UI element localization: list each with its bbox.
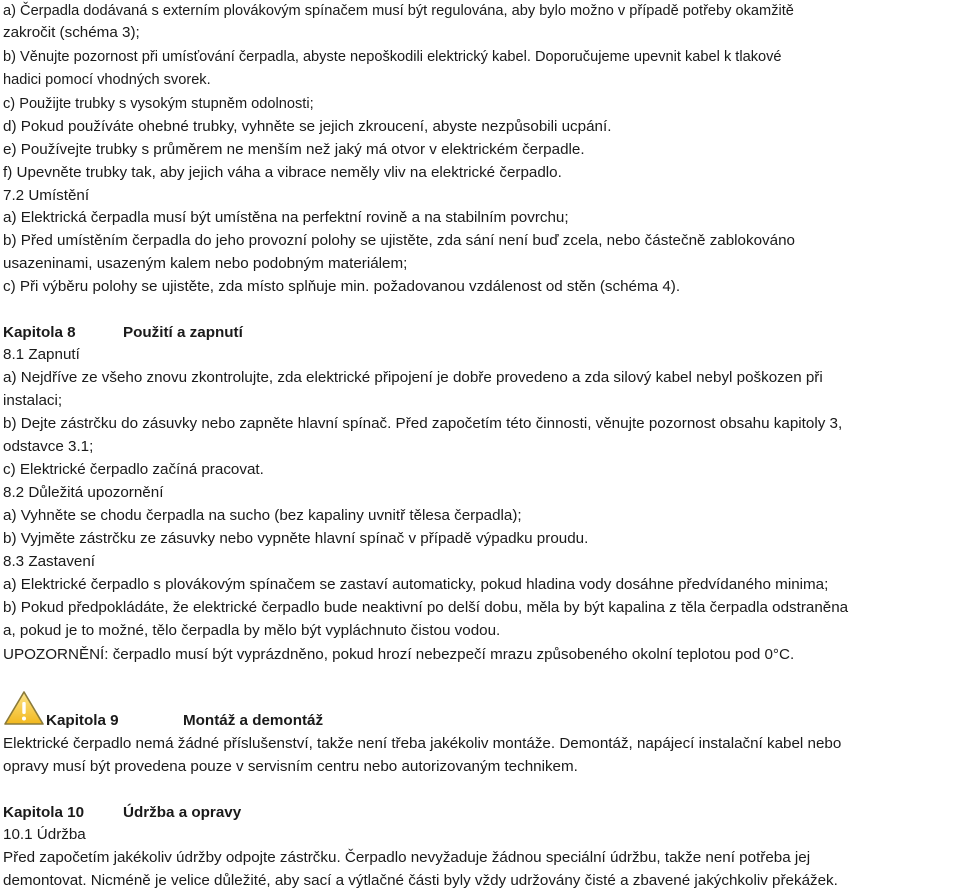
chapter-number: Kapitola 10 bbox=[3, 804, 85, 821]
text-line: c) Elektrické čerpadlo začíná pracovat. bbox=[3, 461, 264, 478]
text-line: b) Před umístěním čerpadla do jeho provozní polohy se ujistěte, zda sání není buď zcela, nebo částečně zablokováno bbox=[3, 232, 795, 249]
section-subheading: 10.1 Údržba bbox=[3, 826, 86, 843]
chapter-heading-10 bbox=[3, 802, 242, 824]
chapter-number: Kapitola 9 bbox=[46, 712, 119, 729]
text-line: Před započetím jakékoliv údržby odpojte zástrčku. Čerpadlo nevyžaduje žádnou speciální údržbu, takže není potřeba jej bbox=[3, 849, 811, 866]
section-subheading: 7.2 Umístění bbox=[3, 187, 90, 204]
text-line: c) Při výběru polohy se ujistěte, zda místo splňuje min. požadovanou vzdálenost od stěn (schéma 4). bbox=[3, 278, 681, 295]
text-line: b) Pokud předpokládáte, že elektrické čerpadlo bude neaktivní po delší dobu, měla by být kapalina z těla čerpadla odstraněna bbox=[3, 599, 849, 616]
text-line: Elektrické čerpadlo nemá žádné příslušenství, takže není třeba jakékoliv montáže. Demontáž, napájecí instalační kabel nebo bbox=[3, 735, 842, 752]
text-line: a) Nejdříve ze všeho znovu zkontrolujte, zda elektrické připojení je dobře provedeno a zda silový kabel nebyl poškozen při bbox=[3, 369, 823, 386]
chapter-heading-8 bbox=[3, 322, 243, 344]
warning-text: UPOZORNĚNÍ: čerpadlo musí být vyprázdněno, pokud hrozí nebezpečí mrazu způsobeného okolní teplotou pod 0°C. bbox=[3, 646, 795, 663]
text-line: demontovat. Nicméně je velice důležité, aby sací a výtlačné části byly vždy udržovány čisté a zbavené jakýchkoliv překážek. bbox=[3, 872, 838, 889]
text-line: a) Vyhněte se chodu čerpadla na sucho (bez kapaliny uvnitř tělesa čerpadla); bbox=[3, 507, 522, 524]
section-subheading: 8.3 Zastavení bbox=[3, 553, 96, 570]
text-line: a) Elektrické čerpadlo s plovákovým spínačem se zastaví automaticky, pokud hladina vody dosáhne předvídaného minima; bbox=[3, 576, 829, 593]
text-line: f) Upevněte trubky tak, aby jejich váha a vibrace neměly vliv na elektrické čerpadlo. bbox=[3, 164, 562, 181]
chapter-number: Kapitola 8 bbox=[3, 324, 76, 341]
text-line: usazeninami, usazeným kalem nebo podobným materiálem; bbox=[3, 255, 408, 272]
chapter-title: Údržba a opravy bbox=[123, 804, 242, 821]
section-subheading: 8.1 Zapnutí bbox=[3, 346, 80, 363]
warning-triangle-icon bbox=[3, 690, 45, 726]
text-line: odstavce 3.1; bbox=[3, 438, 94, 455]
text-line: a, pokud je to možné, tělo čerpadla by mělo být vypláchnuto čistou vodou. bbox=[3, 622, 501, 639]
text-line: a) Elektrická čerpadla musí být umístěna na perfektní rovině a na stabilním povrchu; bbox=[3, 209, 569, 226]
text-line: b) Věnujte pozornost při umísťování čerpadla, abyste nepoškodili elektrický kabel. Doporučujeme upevnit kabel k tlakové bbox=[3, 49, 782, 65]
chapter-title: Použití a zapnutí bbox=[123, 324, 243, 341]
text-line: b) Vyjměte zástrčku ze zásuvky nebo vypněte hlavní spínač v případě výpadku proudu. bbox=[3, 530, 589, 547]
text-line: instalaci; bbox=[3, 392, 63, 409]
text-line: a) Čerpadla dodávaná s externím plovákovým spínačem musí být regulována, aby bylo možno v případě potřeby okamžitě bbox=[3, 3, 794, 19]
chapter-heading-9 bbox=[46, 710, 324, 732]
text-line: c) Použijte trubky s vysokým stupněm odolnosti; bbox=[3, 96, 314, 112]
text-line: zakročit (schéma 3); bbox=[3, 24, 140, 41]
text-line: e) Používejte trubky s průměrem ne menším než jaký má otvor v elektrickém čerpadle. bbox=[3, 141, 585, 158]
text-line: b) Dejte zástrčku do zásuvky nebo zapněte hlavní spínač. Před započetím této činnosti, věnujte pozornost obsahu kapitoly 3, bbox=[3, 415, 843, 432]
text-line: hadici pomocí vhodných svorek. bbox=[3, 72, 211, 88]
section-subheading: 8.2 Důležitá upozornění bbox=[3, 484, 164, 501]
text-line: d) Pokud používáte ohebné trubky, vyhněte se jejich zkroucení, abyste nezpůsobili ucpání. bbox=[3, 118, 612, 135]
text-line: opravy musí být provedena pouze v servisním centru nebo autorizovaným technikem. bbox=[3, 758, 578, 775]
chapter-title: Montáž a demontáž bbox=[183, 712, 324, 729]
